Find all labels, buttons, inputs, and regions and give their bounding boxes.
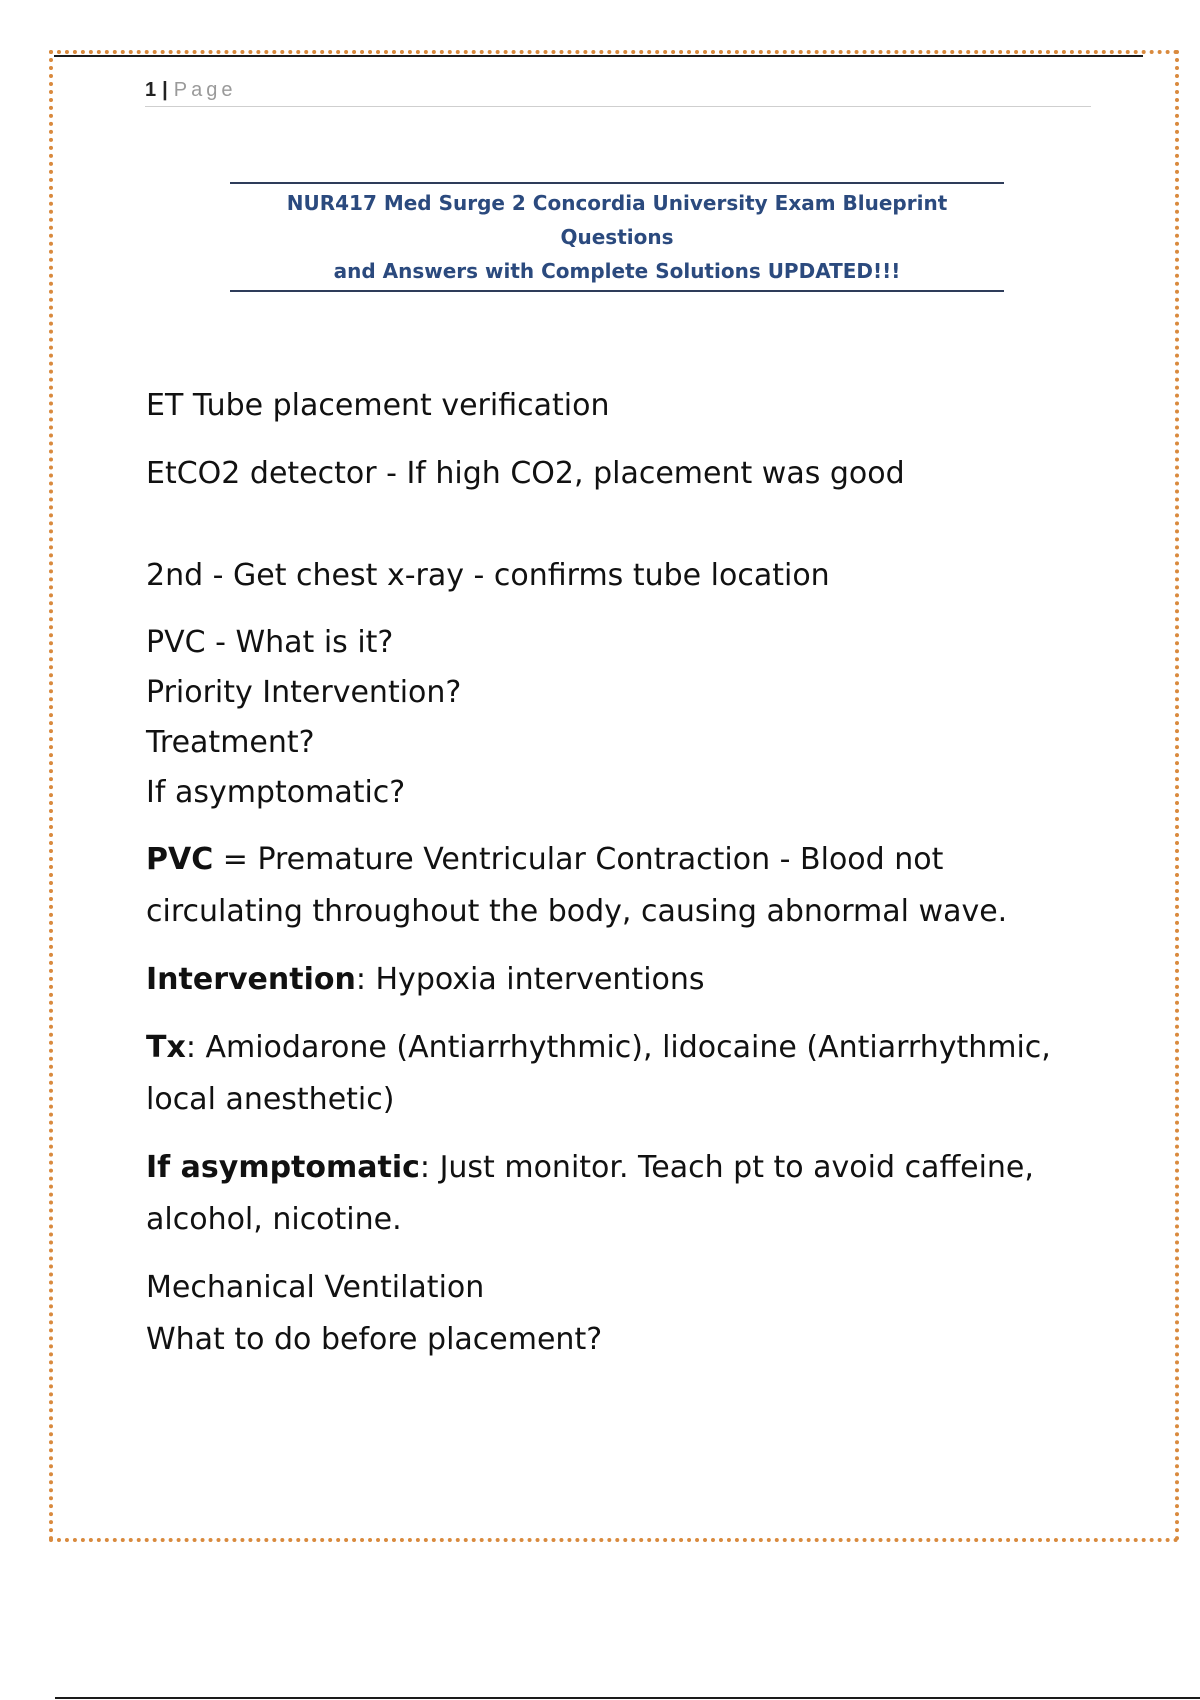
pvc-questions bbox=[146, 618, 1096, 818]
page-separator: | bbox=[162, 78, 168, 101]
top-rule bbox=[54, 55, 1143, 57]
pvc-answer bbox=[146, 834, 1096, 938]
page-label: Page bbox=[173, 78, 237, 101]
pvc-question: If asymptomatic? bbox=[146, 775, 406, 810]
pvc-question: Priority Intervention? bbox=[146, 675, 462, 710]
tx-answer bbox=[146, 1022, 1096, 1126]
mechanical-ventilation-heading: Mechanical Ventilation bbox=[146, 1270, 485, 1305]
pvc-answer-text: = Premature Ventricular Contraction - Blood not circulating throughout the body, causing abnormal wave. bbox=[146, 842, 1008, 929]
tx-answer-text: : Amiodarone (Antiarrhythmic), lidocaine (Antiarrhythmic, local anesthetic) bbox=[146, 1030, 1051, 1117]
title-line-1: NUR417 Med Surge 2 Concordia University Exam Blueprint Questions bbox=[286, 191, 948, 249]
intervention-answer-label: Intervention bbox=[146, 962, 356, 997]
page-header bbox=[145, 74, 1091, 107]
asymptomatic-answer-text: : Just monitor. Teach pt to avoid caffeine, alcohol, nicotine. bbox=[146, 1150, 1034, 1237]
title-line-2: and Answers with Complete Solutions UPDATED!!! bbox=[333, 259, 901, 283]
xray-line: 2nd - Get chest x-ray - confirms tube location bbox=[146, 558, 830, 593]
tx-answer-label: Tx bbox=[146, 1030, 186, 1065]
intervention-answer-text: : Hypoxia interventions bbox=[355, 962, 705, 997]
mechanical-ventilation bbox=[146, 1262, 1096, 1366]
mechanical-ventilation-question: What to do before placement? bbox=[146, 1322, 603, 1357]
bottom-rule bbox=[55, 1697, 1200, 1699]
etco2-line: EtCO2 detector - If high CO2, placement was good bbox=[146, 456, 905, 491]
intervention-answer bbox=[146, 954, 1096, 1006]
pvc-question: Treatment? bbox=[146, 725, 315, 760]
asymptomatic-answer-label: If asymptomatic bbox=[146, 1150, 420, 1185]
document-title bbox=[247, 186, 987, 288]
et-tube-heading: ET Tube placement verification bbox=[146, 388, 610, 423]
pvc-answer-label: PVC bbox=[146, 842, 214, 877]
pvc-question: PVC - What is it? bbox=[146, 625, 394, 660]
document-body bbox=[146, 380, 1096, 1366]
document-title-box bbox=[230, 182, 1004, 292]
page-number: 1 bbox=[145, 78, 157, 101]
asymptomatic-answer bbox=[146, 1142, 1096, 1246]
